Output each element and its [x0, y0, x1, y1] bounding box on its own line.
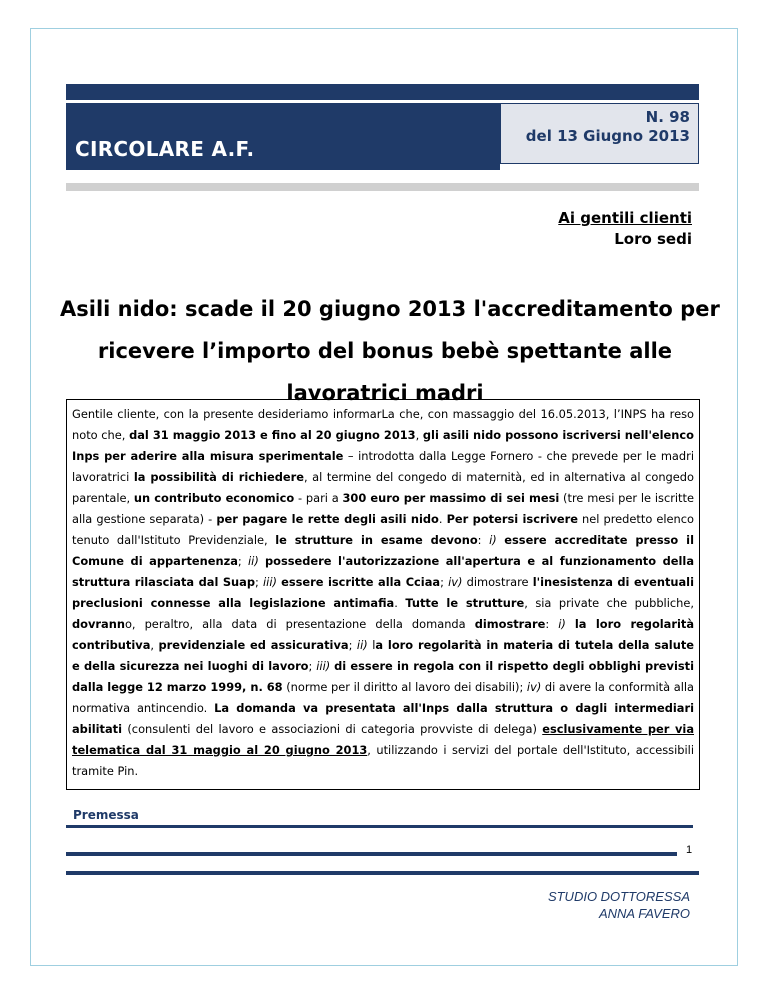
studio-signature: [548, 888, 690, 922]
summary-text-segment: l: [367, 638, 376, 652]
summary-text-segment: la possibilità di richiedere: [133, 470, 304, 484]
summary-text-segment: (norme per il diritto al lavoro dei disabili);: [282, 680, 527, 694]
summary-text-segment: dovrann: [72, 617, 125, 631]
studio-line-1: STUDIO DOTTORESSA: [547, 889, 690, 904]
summary-text-segment: .: [438, 512, 447, 526]
summary-text-segment: di avere la conformità alla normativa antincendio.: [72, 680, 695, 715]
summary-text-segment: ii): [356, 638, 368, 652]
summary-text-segment: ;: [348, 638, 357, 652]
summary-text-segment: ii): [247, 554, 259, 568]
footer-rule-top: [66, 852, 677, 856]
summary-text-segment: essere accreditate presso il Comune di appartenenza: [72, 533, 694, 568]
summary-text-segment: dimostrare: [462, 575, 533, 589]
summary-text-segment: [566, 617, 575, 631]
summary-text-segment: - pari a: [294, 491, 343, 505]
summary-text-segment: di essere in regola con il rispetto degli obblighi previsti dalla legge 12 marzo 1999, n. 68: [72, 659, 694, 694]
summary-text-segment: (consulenti del lavoro e associazioni di categoria provviste di delega): [122, 722, 543, 736]
summary-text-segment: un contributo economico: [133, 491, 295, 505]
summary-text-segment: le strutture in esame devono: [275, 533, 478, 547]
summary-box: [66, 399, 700, 790]
circular-number: N. 98: [645, 108, 690, 126]
summary-text-segment: i): [489, 533, 497, 547]
summary-text-segment: dal 31 maggio 2013 e fino al 20 giugno 2013: [129, 428, 416, 442]
summary-text-segment: la loro regolarità contributiva: [72, 617, 695, 652]
recipient-line-1: Ai gentili clienti: [558, 209, 692, 227]
recipient-line-2: Loro sedi: [614, 230, 692, 248]
summary-text-segment: ;: [308, 659, 317, 673]
summary-text-segment: ;: [255, 575, 263, 589]
title-line-2: ricevere l’importo del bonus bebè spettante alle: [97, 339, 673, 363]
summary-text-segment: Tutte le strutture: [405, 596, 525, 610]
summary-text-segment: gli asili nido possono iscriversi nell'elenco Inps per aderire alla misura sperimentale: [72, 428, 694, 463]
summary-text-segment: ;: [440, 575, 449, 589]
summary-text-segment: iv): [448, 575, 463, 589]
summary-text-segment: 300 euro per massimo di sei mesi: [342, 491, 560, 505]
footer-rule-bottom: [66, 871, 699, 875]
summary-text-segment: possedere l'autorizzazione all'apertura e al funzionamento della struttura rilasciata dal Suap: [72, 554, 695, 589]
summary-text-segment: .: [394, 596, 406, 610]
summary-text-segment: :: [545, 617, 559, 631]
summary-text-segment: Gentile cliente, con la presente desideriamo informarLa che, con massaggio del 16.05.2013, l’INPS ha reso noto che,: [72, 407, 694, 442]
summary-text-segment: previdenziale ed assicurativa: [158, 638, 349, 652]
summary-text-segment: La domanda va presentata all'Inps dalla struttura o dagli intermediari abilitati: [72, 701, 694, 736]
summary-text-segment: , utilizzando i servizi del portale dell'Istituto, accessibili tramite Pin.: [72, 743, 694, 778]
document-title: [60, 288, 720, 414]
summary-text-segment: ,: [415, 428, 423, 442]
circular-title: CIRCOLARE A.F.: [75, 137, 255, 161]
summary-text-segment: iii): [316, 659, 331, 673]
summary-text-segment: i): [558, 617, 566, 631]
summary-text-segment: a loro regolarità in materia di tutela della salute e della sicurezza nei luoghi di lavoro: [72, 638, 694, 673]
title-line-1: Asili nido: scade il 20 giugno 2013 l'accreditamento per: [60, 297, 720, 321]
summary-text-segment: esclusivamente per via telematica dal 31 maggio al 20 giugno 2013: [72, 722, 695, 757]
summary-text-segment: ,: [150, 638, 159, 652]
summary-text-segment: iii): [263, 575, 277, 589]
title-line-3: lavoratrici madri: [286, 381, 484, 405]
section-rule: [66, 825, 693, 828]
page-number: 1: [686, 844, 693, 856]
header-top-bar: [66, 84, 699, 100]
recipient-block: [558, 208, 692, 250]
summary-text-segment: ;: [237, 554, 248, 568]
header-divider: [66, 183, 699, 191]
summary-text-segment: per pagare le rette degli asili nido: [216, 512, 439, 526]
summary-text-segment: o, peraltro, alla data di presentazione della domanda: [124, 617, 475, 631]
summary-text-segment: Per potersi iscrivere: [446, 512, 578, 526]
summary-text-segment: l'inesistenza di eventuali preclusioni connesse alla legislazione antimafia: [72, 575, 694, 610]
section-heading-premessa: Premessa: [73, 808, 139, 822]
summary-text-segment: dimostrare: [474, 617, 546, 631]
circular-date: del 13 Giugno 2013: [525, 127, 690, 145]
summary-text-segment: :: [477, 533, 490, 547]
summary-text-segment: essere iscritte alla Cciaa: [281, 575, 441, 589]
summary-text-segment: (tre mesi per le iscritte alla gestione separata) -: [72, 491, 694, 526]
summary-text-segment: , al termine del congedo di maternità, ed in alternativa al congedo parentale,: [72, 470, 694, 505]
summary-text-segment: iv): [526, 680, 542, 694]
summary-text-segment: nel predetto elenco tenuto dall'Istituto Previdenziale,: [72, 512, 694, 547]
summary-text-segment: – introdotta dalla Legge Fornero - che prevede per le madri lavoratrici: [72, 449, 694, 484]
studio-line-2: ANNA FAVERO: [598, 906, 690, 921]
circular-number-panel: [500, 103, 699, 164]
summary-text-segment: , sia private che pubbliche,: [524, 596, 694, 610]
